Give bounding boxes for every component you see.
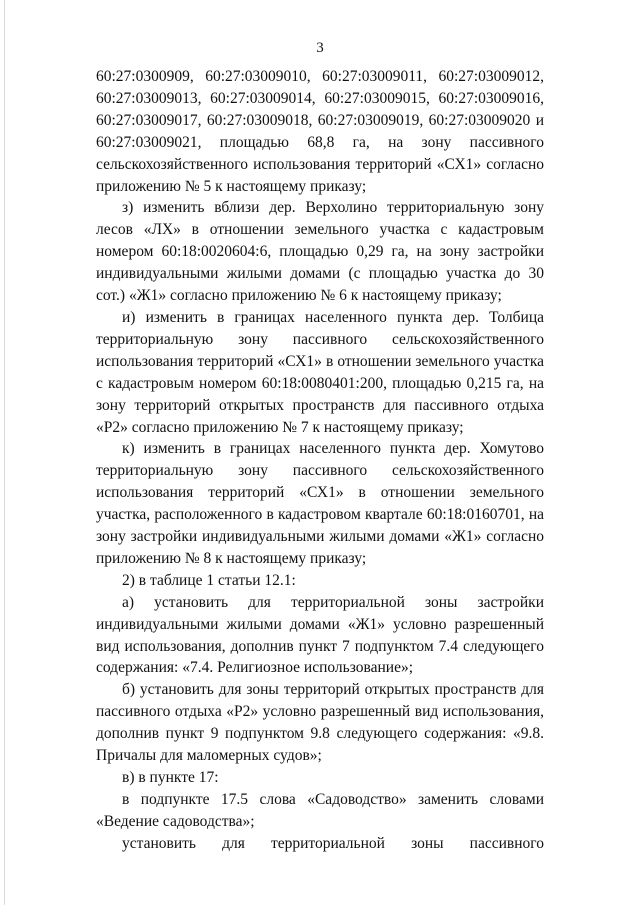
paragraph-item-k: к) изменить в границах населенного пункта дер. Хомутово территориальную зону пассивного сельскохозяйственного использования территорий «СХ1» в отношении земельного участка, расположенного в кадастровом квартале 60:18:0160701, на зону застройки индивидуальными жилыми домами «Ж1» согласно приложению № 8 к настоящему приказу; (96, 440, 544, 567)
paragraph-last-line (96, 833, 544, 855)
last-line-word: для (222, 834, 245, 852)
document-body (96, 66, 544, 855)
last-line-word: пассивного (469, 834, 544, 852)
paragraph-item-v: в) в пункте 17: (122, 769, 219, 786)
paragraph-item-2b: б) установить для зоны территорий открытых пространств для пассивного отдыха «Р2» условно разрешенный вид использования, дополнив пункт 9 подпунктом 9.8 следующего содержания: «9.8. Причалы для маломерных судов»; (96, 681, 544, 765)
last-line-word: установить (122, 834, 196, 852)
paragraph-item-2: 2) в таблице 1 статьи 12.1: (122, 571, 296, 589)
paragraph-item-2a: а) установить для территориальной зоны застройки индивидуальными жилыми домами «Ж1» условно разрешенный вид использования, дополнив пункт 7 подпунктом 7.4 следующего содержания: «7.4. Религиозное использование»; (96, 593, 544, 677)
page-edge (4, 0, 5, 905)
last-line-word: зоны (411, 834, 444, 852)
last-line-word: территориальной (270, 834, 385, 852)
paragraph-item-v-17-5: в подпункте 17.5 слова «Садоводство» заменить словами «Ведение садоводства»; (96, 790, 544, 830)
paragraph-cadastral-list: 60:27:0300909, 60:27:03009010, 60:27:03009011, 60:27:03009012, 60:27:03009013, 60:27:03009014, 60:27:03009015, 60:27:03009016, 60:27:03009017, 60:27:03009018, 60:27:03009019, 60:27:03009020 и 60:27:03009021, площадью 68,8 га, на зону пассивного сельскохозяйственного использования территорий «СХ1» согласно приложению № 5 к настоящему приказу; (96, 68, 544, 195)
paragraph-item-i: и) изменить в границах населенного пункта дер. Толбица территориальную зону пассивного сельскохозяйственного использования территорий «СХ1» в отношении земельного участка с кадастровым номером 60:18:0080401:200, площадью 0,215 га, на зону территорий открытых пространств для пассивного отдыха «Р2» согласно приложению № 7 к настоящему приказу; (96, 308, 544, 436)
paragraph-item-z: з) изменить вблизи дер. Верхолино территориальную зону лесов «ЛХ» в отношении земельного участка с кадастровым номером 60:18:0020604:6, площадью 0,29 га, на зону застройки индивидуальными жилыми домами (с площадью участка до 30 сот.) «Ж1» согласно приложению № 6 к настоящему приказу; (96, 199, 544, 305)
page-number: 3 (316, 40, 324, 56)
